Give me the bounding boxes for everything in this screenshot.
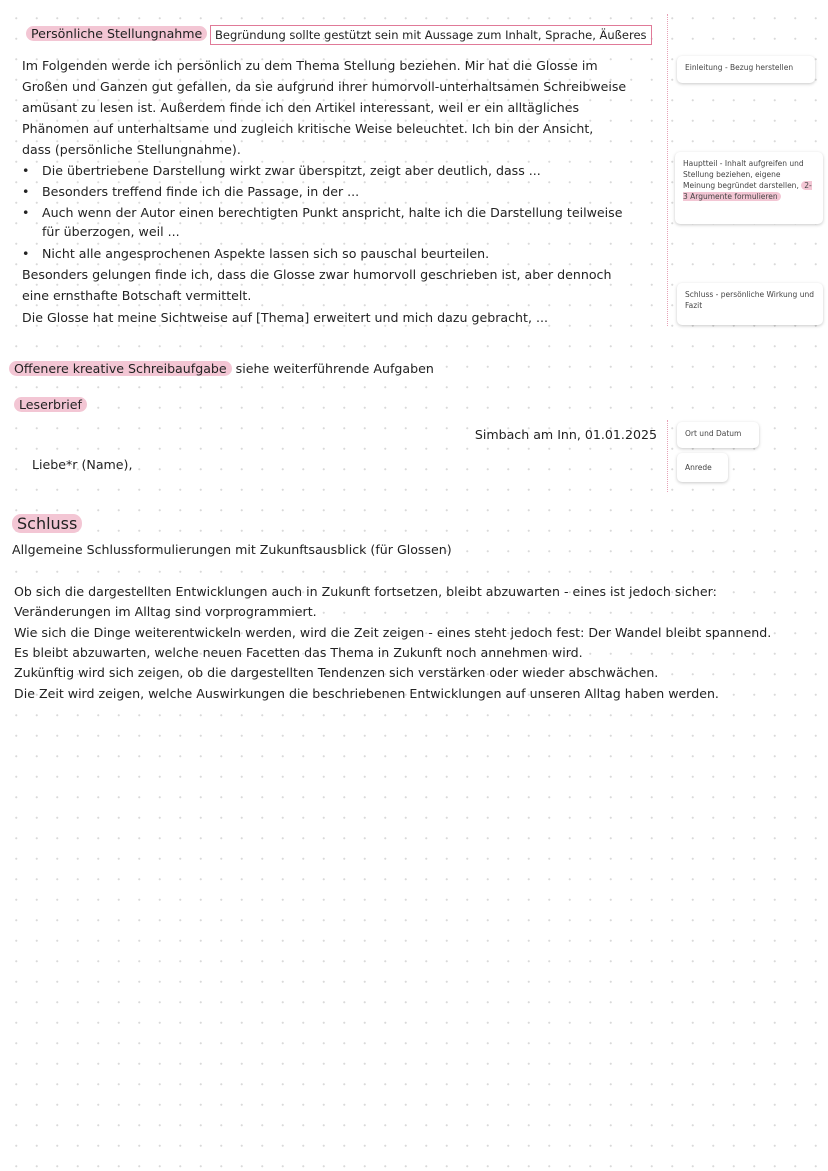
paragraph-line: eine ernsthafte Botschaft vermittelt.: [22, 288, 252, 303]
paragraph-line: Im Folgenden werde ich persönlich zu dem Thema Stellung beziehen. Mir hat die Glosse im: [22, 58, 598, 73]
margin-divider: [667, 420, 668, 492]
paragraph-line: dass (persönliche Stellungnahme).: [22, 142, 241, 157]
section-title-stellungnahme: [26, 24, 207, 44]
margin-divider: [667, 14, 668, 326]
bullet-item: Nicht alle angesprochenen Aspekte lassen sich so pauschal beurteilen.: [42, 246, 490, 261]
closing-sentence: Es bleibt abzuwarten, welche neuen Facetten das Thema in Zukunft noch annehmen wird.: [14, 645, 583, 660]
sidebar-card-anrede: Anrede: [677, 453, 728, 482]
bullet-item: Die übertriebene Darstellung wirkt zwar überspitzt, zeigt aber deutlich, dass ...: [42, 163, 541, 178]
sidebar-card-einleitung: Einleitung - Bezug herstellen: [677, 56, 815, 83]
place-date: Simbach am Inn, 01.01.2025: [474, 427, 657, 442]
sidebar-card-schluss: Schluss - persönliche Wirkung und Fazit: [677, 283, 823, 325]
bullet-icon: •: [22, 163, 30, 178]
bullet-icon: •: [22, 205, 30, 220]
bullet-icon: •: [22, 246, 30, 261]
closing-sentence: Zukünftig wird sich zeigen, ob die dargestellten Tendenzen sich verstärken oder wieder abschwächen.: [14, 665, 659, 680]
salutation: Liebe*r (Name),: [32, 457, 133, 472]
paragraph-line: Großen und Ganzen gut gefallen, da sie aufgrund ihrer humorvoll-unterhaltsamen Schreibweise: [22, 79, 627, 94]
section-title-schluss: [12, 513, 82, 535]
bullet-item: Auch wenn der Autor einen berechtigten Punkt anspricht, halte ich die Darstellung teilweise: [42, 205, 623, 220]
closing-sentence: Die Zeit wird zeigen, welche Auswirkungen die beschriebenen Entwicklungen auf unseren Alltag haben werden.: [14, 686, 719, 701]
section-title-kreativ: [9, 359, 434, 379]
bullet-item: Besonders treffend finde ich die Passage, in der ...: [42, 184, 360, 199]
title-highlight: Schluss: [12, 514, 82, 533]
paragraph-line: amüsant zu lesen ist. Außerdem finde ich den Artikel interessant, weil er ein alltägliches: [22, 100, 580, 115]
title-highlight: Offenere kreative Schreibaufgabe: [9, 361, 232, 376]
card-highlight: 2-3 Argumente formulieren: [683, 181, 812, 201]
sidebar-card-hauptteil: [675, 152, 823, 224]
title-suffix: siehe weiterführende Aufgaben: [235, 361, 434, 376]
closing-sentence: Ob sich die dargestellten Entwicklungen auch in Zukunft fortsetzen, bleibt abzuwarten - eines ist jedoch sicher:: [14, 584, 717, 599]
sidebar-card-ort-datum: Ort und Datum: [677, 422, 759, 448]
closing-sentence: Veränderungen im Alltag sind vorprogrammiert.: [14, 604, 317, 619]
paragraph-line: Besonders gelungen finde ich, dass die Glosse zwar humorvoll geschrieben ist, aber dennoch: [22, 267, 612, 282]
paragraph-line: Phänomen auf unterhaltsame und zugleich kritische Weise beleuchtet. Ich bin der Ansicht,: [22, 121, 594, 136]
bullet-icon: •: [22, 184, 30, 199]
subtitle-highlight: Leserbrief: [14, 397, 87, 412]
bullet-item-continued: für überzogen, weil ...: [42, 224, 180, 239]
title-highlight: Persönliche Stellungnahme: [26, 26, 207, 41]
card-text: Hauptteil - Inhalt aufgreifen und Stellung beziehen, eigene Meinung begründet darstellen,: [683, 159, 804, 190]
note-box: Begründung sollte gestützt sein mit Aussage zum Inhalt, Sprache, Äußeres: [210, 25, 652, 45]
section-subtitle: Allgemeine Schlussformulierungen mit Zukunftsausblick (für Glossen): [12, 542, 452, 557]
closing-sentence: Wie sich die Dinge weiterentwickeln werden, wird die Zeit zeigen - eines steht jedoch fest: Der Wandel bleibt spannend.: [14, 625, 772, 640]
subtitle-leserbrief: [14, 395, 87, 415]
paragraph-line: Die Glosse hat meine Sichtweise auf [Thema] erweitert und mich dazu gebracht, ...: [22, 310, 548, 325]
